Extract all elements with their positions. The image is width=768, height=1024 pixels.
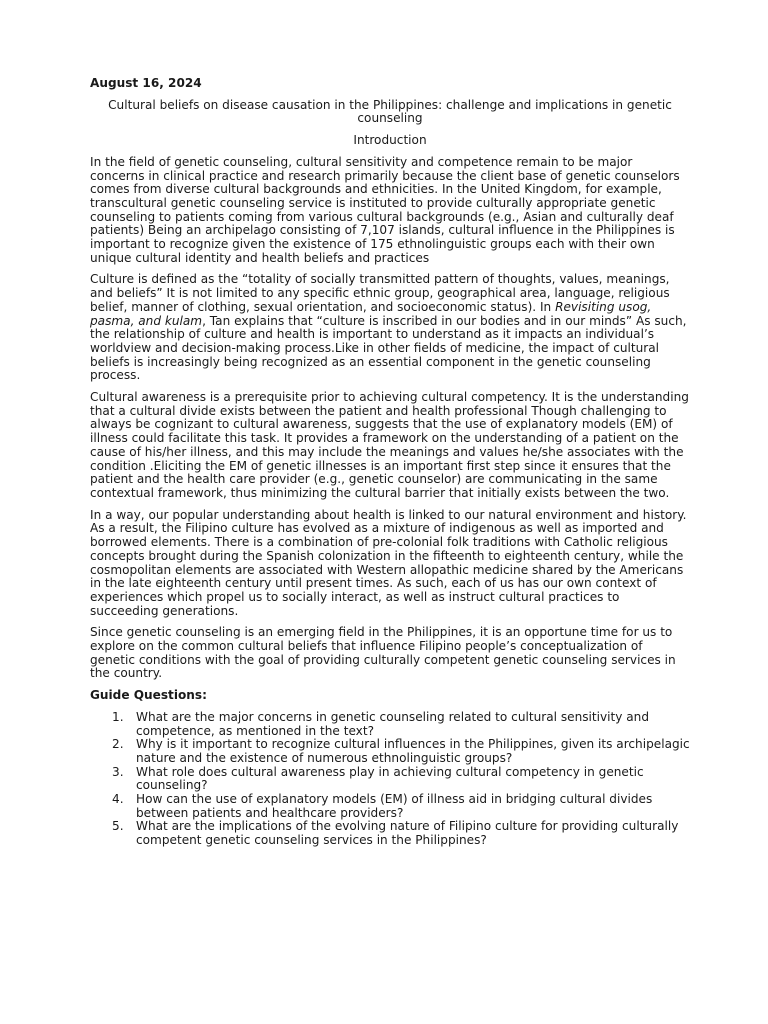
paragraph-text: , Tan explains that “culture is inscribed in our bodies and in our minds” As such, the relationship of culture and health is important to understand as it impacts an individual’s worldview and decision-making process.Like in other fields of medicine, the impact of cultural beliefs is increasingly being recognized as an essential component in the genetic counseling process.	[90, 313, 687, 383]
list-item-text: How can the use of explanatory models (EM) of illness aid in bridging cultural divides between patients and healthcare providers?	[136, 792, 653, 820]
list-item	[90, 711, 690, 738]
list-item-number: 1.	[112, 709, 124, 724]
list-item-text: What are the implications of the evolving nature of Filipino culture for providing culturally competent genetic counseling services in the Philippines?	[136, 819, 679, 848]
paragraph-genetic-counseling-ph: Since genetic counseling is an emerging field in the Philippines, it is an opportune time for us to explore on the common cultural beliefs that influence Filipino people’s conceptualization of genetic conditions with the goal of providing culturally competent genetic counseling services in the country.	[90, 625, 676, 681]
section-heading: Introduction	[353, 133, 427, 148]
document-date: August 16, 2024	[90, 76, 202, 90]
list-item	[90, 820, 690, 847]
list-item-number: 3.	[112, 764, 124, 779]
book-title: Revisiting usog, pasma, and kulam	[90, 299, 652, 328]
list-item	[90, 738, 690, 765]
paragraph-filipino-culture: In a way, our popular understanding about health is linked to our natural environment and history. As a result, the Filipino culture has evolved as a mixture of indigenous as well as imported and borrowed elements. There is a combination of pre-colonial folk traditions with Catholic religious concepts brought during the Spanish colonization in the fifteenth to eighteenth century, while the cosmopolitan elements are associated with Western allopathic medicine shared by the Americans in the late eighteenth century until present times. As such, each of us has our own context of experiences which propel us to socially interact, as well as instruct cultural practices to succeeding generations.	[90, 507, 687, 618]
list-item-number: 2.	[112, 737, 124, 752]
paragraph-culture-definition	[90, 273, 690, 383]
list-item-number: 5.	[112, 819, 124, 834]
paragraph-cultural-awareness: Cultural awareness is a prerequisite prior to achieving cultural competency. It is the understanding that a cultural divide exists between the patient and health professional Though challenging to always be cognizant to cultural awareness, suggests that the use of explanatory models (EM) of illness could facilitate this task. It provides a framework on the understanding of a patient on the cause of his/her illness, and this may include the meanings and values he/she associates with the condition .Eliciting the EM of genetic illnesses is an important first step since it ensures that the patient and the health care provider (e.g., genetic counselor) are communicating in the same contextual framework, thus minimizing the cultural barrier that initially exists between the two.	[90, 390, 689, 500]
list-item-number: 4.	[112, 792, 124, 807]
list-item	[90, 793, 690, 820]
guide-questions-heading: Guide Questions:	[90, 688, 207, 703]
paragraph-text: Culture is defined as the “totality of socially transmitted pattern of thoughts, values, meanings, and beliefs” It is not limited to any specific ethnic group, geographical area, language, religious belief, manner of clothing, sexual orientation, and socioeconomic status). In	[90, 272, 670, 314]
list-item-text: Why is it important to recognize cultural influences in the Philippines, given its archipelagic nature and the existence of numerous ethnolinguistic groups?	[136, 737, 690, 765]
list-item	[90, 766, 690, 793]
list-item-text: What are the major concerns in genetic counseling related to cultural sensitivity and competence, as mentioned in the text?	[136, 709, 650, 738]
paragraph-intro: In the field of genetic counseling, cultural sensitivity and competence remain to be major concerns in clinical practice and research primarily because the client base of genetic counselors comes from diverse cultural backgrounds and ethnicities. In the United Kingdom, for example, transcultural genetic counseling service is instituted to provide culturally appropriate genetic counseling to patients coming from various cultural backgrounds (e.g., Asian and culturally deaf patients) Being an archipelago consisting of 7,107 islands, cultural influence in the Philippines is important to recognize given the existence of 175 ethnolinguistic groups each with their own unique cultural identity and health beliefs and practices	[90, 154, 680, 265]
guide-questions-list	[90, 711, 690, 848]
document-page	[90, 77, 690, 848]
list-item-text: What role does cultural awareness play in achieving cultural competency in genetic counseling?	[136, 764, 644, 793]
document-title: Cultural beliefs on disease causation in the Philippines: challenge and implications in genetic counseling	[108, 97, 672, 126]
